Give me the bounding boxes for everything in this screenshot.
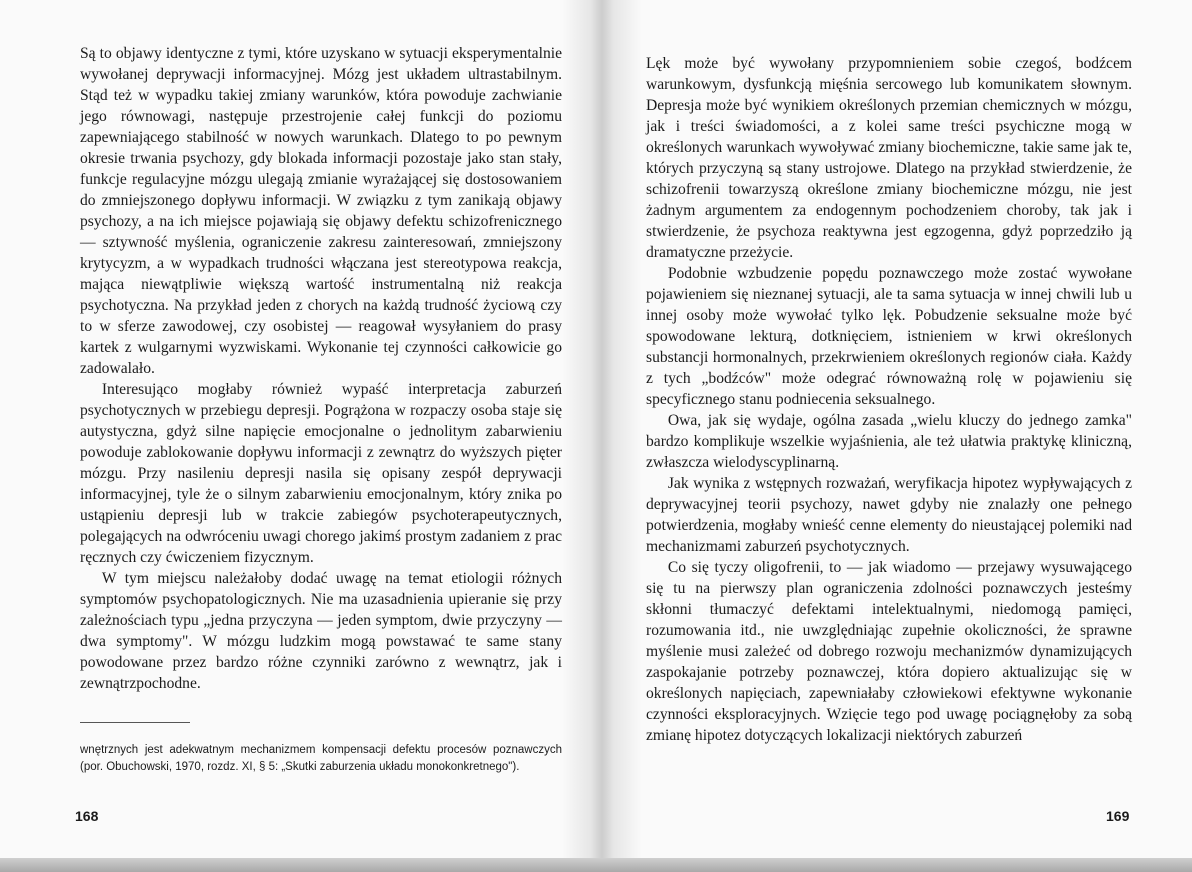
paragraph: Co się tyczy oligofrenii, to — jak wiadomo — przejawy wysuwającego się tu na pierwszy plan ograniczenia zdolności poznawczych jesteśmy skłonni tłumaczyć defektami intelektualnymi, niedomogą pamięci, rozumowania itd., nie uwzględniając zupełnie okoliczności, że sprawne myślenie musi zależeć od dobrego rozwoju mechanizmów dynamizujących zaspokajanie potrzeby poznawczej, która dopiero aktualizując się w określonych napięciach, zapewniałaby człowiekowi efektywne wykonanie czynności eksploracyjnych. Wzięcie tego pod uwagę pociągnęłoby za sobą zmianę hipotez dotyczących lokalizacji niektórych zaburzeń: [646, 559, 1132, 744]
paragraph: Owa, jak się wydaje, ogólna zasada „wielu kluczy do jednego zamka" bardzo komplikuje wszelkie wyjaśnienia, ale też ułatwia praktykę kliniczną, zwłaszcza wielodyscyplinarną.: [646, 412, 1132, 471]
paragraph: Są to objawy identyczne z tymi, które uzyskano w sytuacji eksperymentalnie wywołanej deprywacji informacyjnej. Mózg jest układem ultrastabilnym. Stąd też w wypadku takiej zmiany warunków, która powoduje zachwianie jego równowagi, następuje przestrojenie całej funkcji do poziomu zapewniającego stabilność w nowych warunkach. Dlatego to po pewnym okresie trwania psychozy, gdy blokada informacji pozostaje jako stan stały, funkcje regulacyjne mózgu ulegają zmianie wyrażającej się dostosowaniem do zmniejszonego dopływu informacji. W związku z tym zanikają objawy psychozy, a na ich miejsce pojawiają się objawy defektu schizofrenicznego — sztywność myślenia, ograniczenie zakresu zainteresowań, zmniejszony krytycyzm, a w wypadkach trudności włączana jest stereotypowa reakcja, mająca niewątpliwie większą wartość instrumentalną niż reakcja psychotyczna. Na przykład jeden z chorych na każdą trudność życiową czy to w sferze zawodowej, czy osobistej — reagował wysyłaniem do prasy kartek z wulgarnymi wyzwiskami. Wykonanie tej czynności całkowicie go zadowalało.: [80, 45, 562, 377]
right-page-body: [646, 53, 1132, 746]
footnote-rule: [80, 722, 190, 723]
paragraph: Lęk może być wywołany przypomnieniem sobie czegoś, bodźcem warunkowym, dysfunkcją mięśnia sercowego lub komunikatem słownym. Depresja może być wynikiem określonych przemian chemicznych w mózgu, jak i treści świadomości, a z kolei same treści psychiczne mogą w określonych warunkach wywoływać zmiany biochemiczne, takie same jak te, których przyczyną są stany ustrojowe. Dlatego na przykład stwierdzenie, że schizofrenii towarzyszą określone zmiany biochemiczne mózgu, nie jest żadnym argumentem za endogennym pochodzeniem choroby, tak jak i stwierdzenie, że psychoza reaktywna jest egzogenna, gdyż poprzedziło ją dramatyczne przeżycie.: [646, 55, 1132, 261]
page-number: 169: [1106, 808, 1130, 824]
paragraph: Podobnie wzbudzenie popędu poznawczego może zostać wywołane pojawieniem się nieznanej sytuacji, ale ta sama sytuacja w innej chwili lub u innej osoby może wywołać tylko lęk. Pobudzenie seksualne może być spowodowane lekturą, dotknięciem, istnieniem w krwi określonych substancji hormonalnych, przekrwieniem określonych regionów ciała. Każdy z tych „bodźców" może odegrać równoważną rolę w pojawieniu się specyficznego stanu podniecenia seksualnego.: [646, 265, 1132, 408]
right-page: [596, 0, 1192, 872]
paragraph: W tym miejscu należałoby dodać uwagę na temat etiologii różnych symptomów psychopatologicznych. Nie ma uzasadnienia upieranie się przy zależnościach typu „jedna przyczyna — jeden symptom, dwie przyczyny — dwa symptomy". W mózgu ludzkim mogą powstawać te same stany powodowane przez bardzo różne czynniki zarówno z wewnątrz, jak i zewnątrzpochodne.: [80, 570, 562, 692]
paragraph: Interesująco mogłaby również wypaść interpretacja zaburzeń psychotycznych w przebiegu depresji. Pogrążona w rozpaczy osoba staje się autystyczna, gdyż silne napięcie emocjonalne o jednolitym zabarwieniu powoduje zablokowanie dopływu informacji z zewnątrz do wyższych pięter mózgu. Przy nasileniu depresji nasila się opisany zespół deprywacji informacyjnej, tyle że o silnym zabarwieniu emocjonalnym, który znika po ustąpieniu depresji lub w trakcie zabiegów psychoterapeutycznych, polegających na odwróceniu uwagi chorego jakimś prostym zadaniem z prac ręcznych czy ćwiczeniem fizycznym.: [80, 381, 562, 566]
scan-bottom-edge: [0, 858, 1192, 872]
page-number: 168: [75, 808, 99, 824]
left-page-body: [80, 43, 562, 694]
footnote: wnętrznych jest adekwatnym mechanizmem kompensacji defektu procesów poznawczych (por. Obuchowski, 1970, rozdz. XI, § 5: „Skutki zaburzenia układu monokonkretnego").: [80, 744, 562, 773]
paragraph: Jak wynika z wstępnych rozważań, weryfikacja hipotez wypływających z deprywacyjnej teorii psychozy, nawet gdyby nie znalazły one pełnego potwierdzenia, mogłaby wnieść cenne elementy do nieustającej polemiki nad mechanizmami zaburzeń psychotycznych.: [646, 475, 1132, 555]
